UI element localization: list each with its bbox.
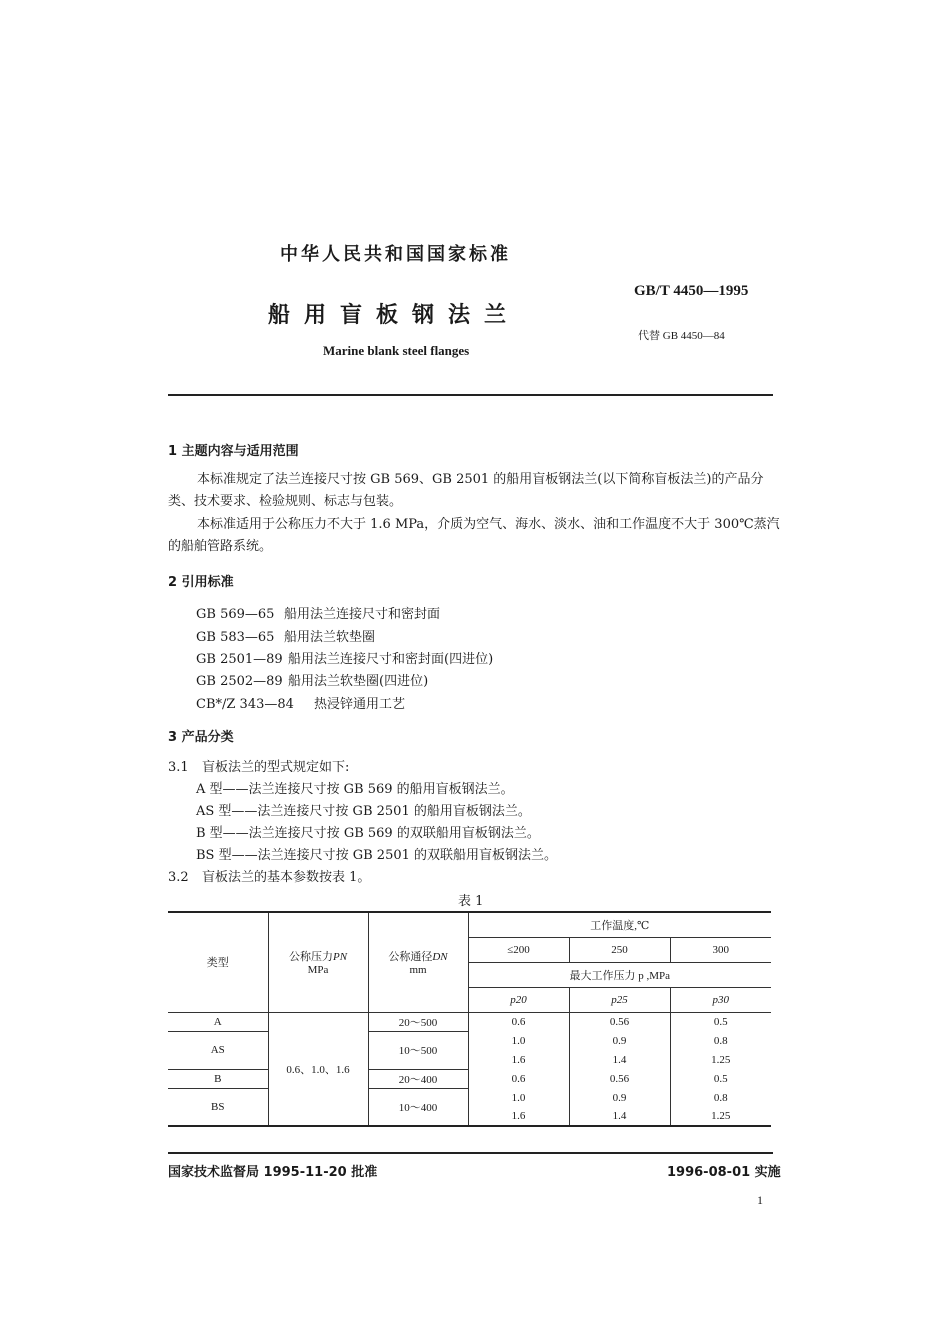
header-divider xyxy=(168,394,773,396)
section-3-1-number: 3.1 xyxy=(168,760,189,775)
approval-line: 国家技术监督局 1995-11-20 批准 xyxy=(168,1165,378,1180)
section-3-2-number: 3.2 xyxy=(168,870,189,885)
section-3-heading: 3 产品分类 xyxy=(168,730,234,745)
cell-pressure: 0.56 xyxy=(569,1012,670,1031)
header-nominal-pressure xyxy=(268,912,368,1012)
reference-title: 船用法兰连接尺寸和密封面 xyxy=(284,607,441,622)
pressure-label: p30 xyxy=(670,987,771,1012)
cell-pressure: 0.9 xyxy=(569,1031,670,1050)
cell-type: BS xyxy=(168,1088,268,1126)
header-dn-label: 公称通径 xyxy=(388,951,433,964)
pressure-label: p20 xyxy=(468,987,569,1012)
temp-value: 300 xyxy=(670,937,771,962)
cell-pressure: 0.6 xyxy=(468,1069,569,1088)
cell-dn: 10～500 xyxy=(368,1031,468,1069)
document-code: GB/T 4450—1995 xyxy=(634,283,749,299)
reference-item xyxy=(196,648,493,667)
reference-code: CB*/Z 343—84 xyxy=(196,697,294,712)
section-3-2-text: 盲板法兰的基本参数按表 1。 xyxy=(202,870,371,885)
page-number: 1 xyxy=(757,1193,763,1207)
section-1-para-2a: 本标准适用于公称压力不大于 1.6 MPa，介质为空气、海水、淡水、油和工作温度不大于 300℃蒸汽 xyxy=(197,517,780,532)
type-definition: B 型——法兰连接尺寸按 GB 569 的双联船用盲板钢法兰。 xyxy=(196,826,540,841)
cell-pressure: 0.56 xyxy=(569,1069,670,1088)
cell-pressure: 0.8 xyxy=(670,1088,771,1107)
section-1-para-1a: 本标准规定了法兰连接尺寸按 GB 569、GB 2501 的船用盲板钢法兰(以下简称盲板法兰)的产品分 xyxy=(197,472,764,487)
reference-title: 船用法兰连接尺寸和密封面(四进位) xyxy=(288,652,494,667)
cell-dn: 20～400 xyxy=(368,1069,468,1088)
cell-pressure: 0.5 xyxy=(670,1069,771,1088)
replaces-standard: 代替 GB 4450—84 xyxy=(638,330,725,342)
effective-date: 1996-08-01 实施 xyxy=(667,1165,781,1180)
header-pn-label: 公称压力 xyxy=(288,951,333,964)
header-dn-symbol: DN xyxy=(432,951,448,964)
type-definition: BS 型——法兰连接尺寸按 GB 2501 的双联船用盲板钢法兰。 xyxy=(196,848,558,863)
cell-dn: 20～500 xyxy=(368,1012,468,1031)
temp-value: 250 xyxy=(569,937,670,962)
cell-pressure: 1.4 xyxy=(569,1107,670,1126)
reference-title: 船用法兰软垫圈 xyxy=(284,630,376,645)
parameters-table xyxy=(168,911,771,1127)
section-1-heading: 1 主题内容与适用范围 xyxy=(168,444,299,459)
header-max-working-pressure: 最大工作压力 p ,MPa xyxy=(468,962,771,987)
table-row xyxy=(168,1088,771,1107)
reference-code: GB 569—65 xyxy=(196,607,275,622)
cell-pressure: 0.9 xyxy=(569,1088,670,1107)
reference-item xyxy=(196,693,405,712)
document-title-cn: 船用盲板钢法兰 xyxy=(268,303,521,328)
document-title-en: Marine blank steel flanges xyxy=(323,343,470,358)
table-header-row xyxy=(168,912,771,937)
reference-code: GB 2502—89 xyxy=(196,674,283,689)
cell-pressure: 1.6 xyxy=(468,1050,569,1069)
cell-pressure: 1.25 xyxy=(670,1107,771,1126)
pressure-label: p25 xyxy=(569,987,670,1012)
table-caption: 表 1 xyxy=(458,894,484,909)
header-nominal-diameter xyxy=(368,912,468,1012)
header-pn-symbol: PN xyxy=(332,951,348,964)
table-row xyxy=(168,1012,771,1031)
footer-divider xyxy=(168,1152,773,1154)
section-1-para-2b: 的船舶管路系统。 xyxy=(168,539,273,554)
section-3-1 xyxy=(168,757,349,779)
header-type: 类型 xyxy=(168,912,268,1012)
cell-pressure: 1.25 xyxy=(670,1050,771,1069)
cell-pn-values: 0.6、1.0、1.6 xyxy=(268,1012,368,1126)
type-definition: AS 型——法兰连接尺寸按 GB 2501 的船用盲板钢法兰。 xyxy=(196,804,531,819)
section-3-2 xyxy=(168,867,370,889)
reference-code: GB 2501—89 xyxy=(196,652,283,667)
table-row xyxy=(168,1031,771,1050)
standard-title: 中华人民共和国国家标准 xyxy=(280,244,511,265)
reference-item xyxy=(196,670,428,689)
cell-type: B xyxy=(168,1069,268,1088)
cell-pressure: 1.6 xyxy=(468,1107,569,1126)
header-pn-unit: MPa xyxy=(307,964,329,977)
table-row xyxy=(168,1069,771,1088)
reference-item xyxy=(196,626,375,645)
reference-title: 船用法兰软垫圈(四进位) xyxy=(288,674,429,689)
header-dn-unit: mm xyxy=(409,964,427,977)
cell-pressure: 1.4 xyxy=(569,1050,670,1069)
reference-item xyxy=(196,603,440,622)
section-3-1-text: 盲板法兰的型式规定如下: xyxy=(202,760,350,775)
cell-pressure: 0.5 xyxy=(670,1012,771,1031)
reference-title: 热浸锌通用工艺 xyxy=(314,697,406,712)
cell-pressure: 0.8 xyxy=(670,1031,771,1050)
cell-type: A xyxy=(168,1012,268,1031)
cell-pressure: 1.0 xyxy=(468,1088,569,1107)
cell-pressure: 0.6 xyxy=(468,1012,569,1031)
section-1-para-1b: 类、技术要求、检验规则、标志与包装。 xyxy=(168,494,403,509)
cell-pressure: 1.0 xyxy=(468,1031,569,1050)
type-definition: A 型——法兰连接尺寸按 GB 569 的船用盲板钢法兰。 xyxy=(196,782,514,797)
cell-dn: 10～400 xyxy=(368,1088,468,1126)
temp-value: ≤200 xyxy=(468,937,569,962)
header-working-temperature: 工作温度,℃ xyxy=(468,912,771,937)
section-2-heading: 2 引用标准 xyxy=(168,575,234,590)
reference-code: GB 583—65 xyxy=(196,630,275,645)
cell-type: AS xyxy=(168,1031,268,1069)
